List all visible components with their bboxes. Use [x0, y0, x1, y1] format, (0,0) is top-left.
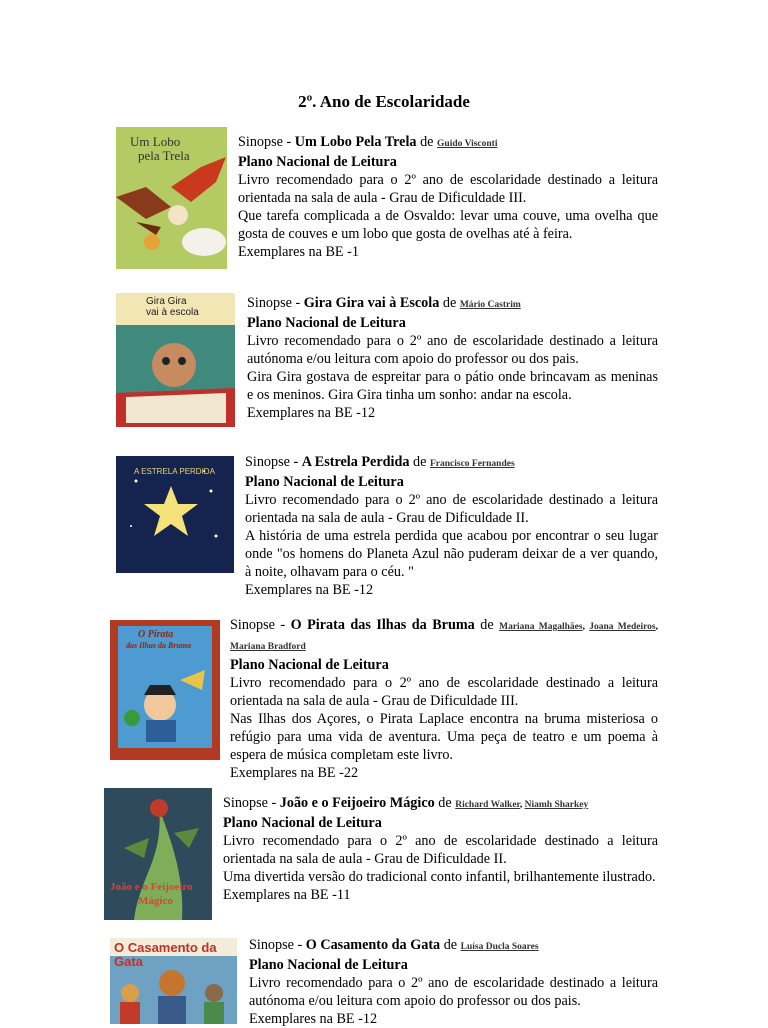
- author-link[interactable]: Luísa Ducla Soares: [460, 942, 539, 952]
- book-recommendation: Livro recomendado para o 2º ano de escolaridade destinado a leitura orientada na sala de aula - Grau de Dificuldade II.: [223, 833, 658, 867]
- cover-title-line: Mágico: [138, 895, 173, 907]
- book-cover-5: [104, 788, 212, 920]
- book-heading: Sinopse - O Casamento da Gata de Luísa Ducla Soares: [249, 937, 539, 953]
- author-link[interactable]: Guido Visconti: [437, 139, 498, 149]
- book-title: Um Lobo Pela Trela: [294, 134, 417, 150]
- book-recommendation: Livro recomendado para o 2º ano de escolaridade destinado a leitura orientada na sala de aula - Grau de Dificuldade II.: [245, 492, 658, 526]
- author-link[interactable]: Mariana Bradford: [230, 642, 306, 652]
- pnl-label: Plano Nacional de Leitura: [238, 154, 397, 170]
- book-cover-2: [116, 293, 235, 427]
- author-link[interactable]: Niamh Sharkey: [524, 800, 589, 810]
- pnl-label: Plano Nacional de Leitura: [230, 657, 389, 673]
- book-heading: Sinopse - A Estrela Perdida de Francisco Fernandes: [245, 454, 515, 470]
- book-title: O Pirata das Ilhas da Bruma: [290, 617, 475, 633]
- book-text-1: [238, 133, 658, 261]
- book-heading: Sinopse - O Pirata das Ilhas da Bruma de Mariana Magalhães, Joana Medeiros, Mariana Bradford: [230, 617, 658, 652]
- book-text-4: [230, 616, 658, 782]
- author-link[interactable]: Richard Walker: [455, 800, 520, 810]
- book-recommendation: Livro recomendado para o 2º ano de escolaridade destinado a leitura autónoma e/ou leitura com apoio do professor ou dos pais.: [247, 333, 658, 367]
- book-recommendation: Livro recomendado para o 2º ano de escolaridade destinado a leitura orientada na sala de aula - Grau de Dificuldade III.: [230, 675, 658, 709]
- book-synopsis: Uma divertida versão do tradicional conto infantil, brilhantemente ilustrado.: [223, 869, 656, 885]
- book-title: João e o Feijoeiro Mágico: [279, 795, 435, 811]
- cover-title-line: A ESTRELA PERDIDA: [134, 467, 215, 476]
- book-text-6: [249, 936, 658, 1028]
- book-text-5: [223, 794, 658, 904]
- cover-title-line: O Pirata: [138, 629, 174, 640]
- cover-title-line: vai à escola: [146, 307, 199, 318]
- book-title: Gira Gira vai à Escola: [303, 295, 440, 311]
- book-recommendation: Livro recomendado para o 2º ano de escolaridade destinado a leitura autónoma e/ou leitura com apoio do professor ou dos pais.: [249, 975, 658, 1009]
- author-link[interactable]: Mariana Magalhães: [499, 622, 583, 632]
- book-copies: Exemplares na BE -22: [230, 765, 359, 781]
- book-heading: Sinopse - Um Lobo Pela Trela de Guido Visconti: [238, 134, 498, 150]
- cover-title-line: Um Lobo: [130, 134, 181, 149]
- book-synopsis: Que tarefa complicada a de Osvaldo: levar uma couve, uma ovelha que gosta de couves e um lobo que gosta de ovelhas até à feira.: [238, 208, 658, 242]
- book-cover-6: [110, 938, 237, 1024]
- cover-title-line: Gira Gira: [146, 296, 187, 307]
- author-link[interactable]: Joana Medeiros: [589, 622, 656, 632]
- book-cover-3: [116, 456, 234, 573]
- book-title: O Casamento da Gata: [305, 937, 441, 953]
- book-copies: Exemplares na BE -12: [249, 1011, 378, 1027]
- cover-title-line: das Ilhas da Bruma: [126, 641, 192, 650]
- book-text-2: [247, 294, 658, 422]
- author-link[interactable]: Francisco Fernandes: [429, 459, 515, 469]
- pnl-label: Plano Nacional de Leitura: [223, 815, 382, 831]
- book-recommendation: Livro recomendado para o 2º ano de escolaridade destinado a leitura orientada na sala de aula - Grau de Dificuldade III.: [238, 172, 658, 206]
- book-copies: Exemplares na BE -11: [223, 887, 351, 903]
- book-title: A Estrela Perdida: [301, 454, 410, 470]
- book-text-3: [245, 453, 658, 599]
- book-copies: Exemplares na BE -1: [238, 244, 359, 260]
- pnl-label: Plano Nacional de Leitura: [245, 474, 404, 490]
- book-synopsis: A história de uma estrela perdida que acabou por encontrar o seu lugar onde "os homens do Planeta Azul não puderam deixar de a ver quando, à noite, olhavam para o céu. ": [245, 528, 658, 580]
- book-heading: Sinopse - Gira Gira vai à Escola de Mário Castrim: [247, 295, 521, 311]
- cover-title-line: O Casamento da Gata: [114, 940, 217, 969]
- book-cover-4: [110, 620, 220, 760]
- book-heading: Sinopse - João e o Feijoeiro Mágico de Richard Walker, Niamh Sharkey: [223, 795, 589, 811]
- book-copies: Exemplares na BE -12: [247, 405, 376, 421]
- pnl-label: Plano Nacional de Leitura: [249, 957, 408, 973]
- author-link[interactable]: Mário Castrim: [459, 300, 521, 310]
- pnl-label: Plano Nacional de Leitura: [247, 315, 406, 331]
- cover-title-line: pela Trela: [138, 148, 190, 163]
- book-synopsis: Nas Ilhas dos Açores, o Pirata Laplace encontra na bruma misteriosa o refúgio para uma vida de aventura. Uma peça de teatro e um poema à espera de música completam este livro.: [230, 711, 658, 763]
- book-synopsis: Gira Gira gostava de espreitar para o pátio onde brincavam as meninas e os meninos. Gira Gira tinha um sonho: andar na escola.: [247, 369, 658, 403]
- page-title: 2º. Ano de Escolaridade: [298, 92, 470, 111]
- book-copies: Exemplares na BE -12: [245, 582, 374, 598]
- book-cover-1: [116, 127, 227, 269]
- cover-title-line: João e o Feijoeiro: [110, 881, 193, 893]
